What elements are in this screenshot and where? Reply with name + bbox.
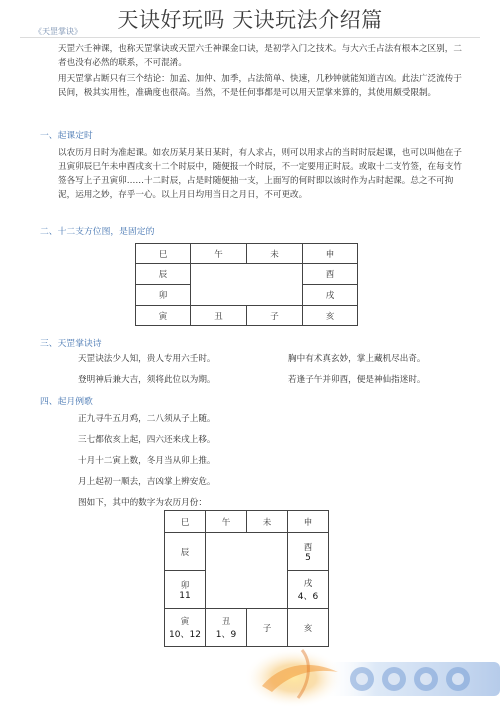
grid-cell: 巳 (136, 244, 191, 264)
rhyme-line: 图如下，其中的数字为农历月份： (78, 498, 207, 508)
grid-cell (288, 533, 329, 571)
rhyme-line: 正九寻牛五月鸡，二八须从子上随。 (78, 414, 216, 424)
grid-cell (165, 533, 206, 571)
month-number: 1、9 (215, 630, 237, 640)
grid-cell: 午 (206, 511, 247, 533)
section-3-heading: 三、天罡掌诀诗 (40, 339, 102, 349)
document-tag: 《天罡掌诀》 (34, 27, 82, 36)
grid-cell: 亥 (303, 306, 358, 326)
watermark-logo (242, 642, 500, 708)
section-2-heading: 二、十二支方位图，是固定的 (40, 227, 155, 237)
rhyme-line: 十月十二寅上数，冬月当从卯上推。 (78, 456, 216, 466)
month-number: 4、6 (297, 592, 319, 602)
grid-cell: 寅 (136, 306, 191, 326)
section-1-body: 以农历月日时为准起课。如农历某月某日某时，有人求占，则可以用求占的当时时辰起课，也可以叫他在子丑寅卯辰巳午未申酉戌亥十二个时辰中，随便报一个时辰，不一定要用正时辰。或取十二支竹签，在每支竹签各写上子丑寅卯……十二时辰，占是时随便抽一支，上面写的何时即以该时作为占时起课。总之不可拘泥，运用之妙，存乎一心。以上月日均用当日之月日，不可更改。 (58, 148, 462, 200)
rhyme-line: 三七都依亥上起，四六还来戌上移。 (78, 435, 216, 445)
grid-cell: 申 (288, 511, 329, 533)
grid-cell: 丑 (191, 306, 247, 326)
intro-paragraph-1: 天罡六壬神课，也称天罡掌诀或天罡六壬神课金口诀，是初学入门之技术。与大六壬占法有根本之区别，二者也没有必然的联系，不可混淆。 (58, 44, 462, 68)
branch-direction-grid (135, 243, 358, 326)
grid-center (206, 533, 288, 609)
grid-cell (288, 609, 329, 647)
page-title: 天诀好玩吗 天诀玩法介绍篇 (117, 8, 383, 32)
grid-cell (247, 609, 288, 647)
grid-cell: 子 (247, 306, 303, 326)
grid-cell: 酉 (303, 264, 358, 285)
grid-cell: 申 (303, 244, 358, 264)
grid-cell (288, 571, 329, 609)
branch-label: 辰 (180, 547, 190, 558)
section-1-heading: 一、起课定时 (40, 131, 93, 141)
grid-cell: 巳 (165, 511, 206, 533)
grid-cell: 未 (247, 244, 303, 264)
grid-cell (165, 609, 206, 647)
branch-label: 子 (262, 623, 272, 634)
grid-cell: 午 (191, 244, 247, 264)
branch-label: 戌 (303, 579, 313, 589)
grid-cell: 卯 (136, 285, 191, 306)
poem-line: 若逢子午并卯酉，便是神仙指迷时。 (288, 375, 426, 385)
rhyme-line: 月上起初一顺去，吉凶掌上辨安危。 (78, 477, 216, 487)
header-divider (20, 37, 480, 38)
section-4-heading: 四、起月例歌 (40, 397, 93, 407)
branch-label: 酉 (303, 542, 313, 553)
branch-label: 寅 (180, 617, 190, 627)
month-number: 5 (305, 552, 311, 563)
grid-cell (206, 609, 247, 647)
month-number: 11 (179, 590, 191, 601)
poem-line: 天罡诀法少人知，贵人专用六壬时。 (78, 354, 216, 364)
poem-line: 胸中有术真玄妙，掌上藏机尽出奇。 (288, 354, 426, 364)
month-number: 10、12 (169, 630, 201, 640)
branch-label: 丑 (221, 617, 231, 627)
grid-cell: 戌 (303, 285, 358, 306)
branch-label: 卯 (180, 580, 190, 591)
grid-center (191, 264, 303, 306)
grid-cell: 辰 (136, 264, 191, 285)
grid-cell (165, 571, 206, 609)
poem-line: 登明神后兼大吉，须将此位以为期。 (78, 375, 216, 385)
month-position-grid (164, 510, 329, 647)
grid-cell: 未 (247, 511, 288, 533)
branch-label: 亥 (303, 623, 313, 634)
intro-paragraph-2: 用天罡掌占断只有三个结论：加孟、加仲、加季，占法简单、快速，几秒钟就能知道吉凶。此法广泛流传于民间，极其实用性，准确度也很高。当然，不是任何事都是可以用天罡掌来算的，其使用颇受限制。 (58, 74, 462, 98)
